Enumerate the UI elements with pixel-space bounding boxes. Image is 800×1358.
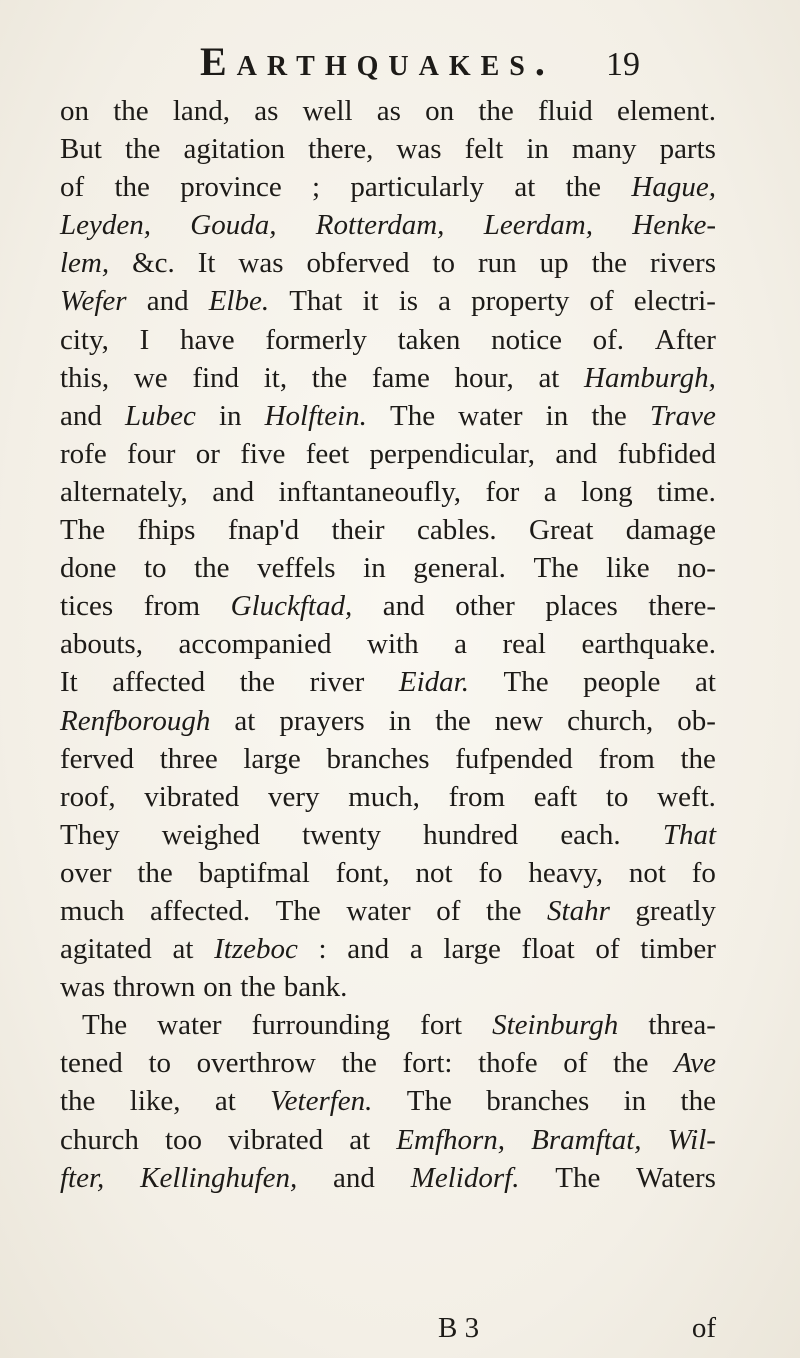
word: from [448, 780, 505, 813]
word: the [125, 133, 161, 166]
word: as [254, 95, 279, 127]
word: the [137, 856, 173, 889]
word: damage [625, 514, 716, 547]
word: like [606, 552, 650, 585]
word: furrounding [251, 1009, 391, 1042]
text-line [60, 663, 716, 701]
text-line [60, 892, 716, 930]
text-line [60, 740, 716, 778]
word: is [398, 285, 419, 318]
word: veffels [257, 552, 336, 585]
word: a [438, 285, 452, 318]
word: overthrow [196, 1047, 316, 1080]
word: of [60, 171, 85, 204]
word: the [240, 971, 276, 1004]
word: Holftein. [264, 399, 367, 432]
word: it [362, 285, 379, 318]
word: Lubec [124, 399, 196, 432]
word: many [572, 133, 637, 166]
word: Emfhorn, [396, 1123, 506, 1156]
word: on [203, 971, 233, 1004]
word: agitation [183, 133, 286, 166]
word: five [240, 437, 286, 470]
word: the [680, 1085, 716, 1118]
word: on [425, 95, 455, 127]
word: Elbe. [208, 285, 270, 318]
word: the [435, 704, 471, 737]
word: greatly [635, 894, 716, 927]
word: Renfborough [60, 704, 211, 737]
text-line [60, 435, 716, 473]
word: to [432, 247, 456, 280]
word: for [485, 475, 520, 508]
word: to [605, 780, 629, 813]
word: fufpended [455, 742, 573, 775]
word: the [591, 247, 627, 280]
word: like, [129, 1085, 181, 1118]
word: and [555, 437, 598, 470]
text-line [60, 321, 716, 359]
word: hour, [454, 361, 514, 394]
text-line [60, 625, 716, 663]
word: Ave [674, 1047, 716, 1080]
word: real [502, 628, 546, 661]
text-line [60, 1006, 716, 1044]
running-head [200, 38, 640, 85]
word: Eidar. [398, 666, 469, 699]
word: run [477, 247, 517, 280]
word: weft. [657, 780, 716, 813]
word: to [143, 552, 167, 585]
word: hundred [423, 818, 519, 851]
word: Bramftat, [531, 1123, 642, 1156]
word: large [443, 933, 501, 966]
text-line [60, 244, 716, 282]
word: other [455, 590, 515, 623]
word: After [654, 323, 716, 356]
word: people [583, 666, 661, 699]
word: fhips [137, 514, 196, 547]
word: the [478, 95, 514, 127]
word: Hamburgh, [584, 361, 716, 394]
word: parts [659, 133, 716, 166]
word: baptifmal [198, 856, 310, 889]
text-line [60, 1159, 716, 1197]
word: Leyden, [60, 209, 151, 242]
word: as [376, 95, 401, 127]
word: fame [371, 361, 430, 394]
word: ; [312, 171, 321, 204]
word: the [239, 666, 276, 699]
word: element. [616, 95, 716, 127]
word: fnap'd [227, 514, 300, 547]
word: Veterfen. [270, 1085, 373, 1118]
word: timber [640, 933, 716, 966]
word: the [680, 742, 716, 775]
word: cables. [416, 514, 497, 547]
text-line [60, 1121, 716, 1159]
word: Henke- [632, 209, 716, 242]
text-line [60, 778, 716, 816]
word: to [148, 1047, 171, 1080]
word: it, [263, 361, 288, 394]
word: They [60, 818, 120, 851]
text-line [60, 968, 716, 1006]
text-line [60, 511, 716, 549]
word: river [309, 666, 365, 699]
text-line [60, 130, 716, 168]
word: at [694, 666, 716, 699]
word: weighed [161, 818, 260, 851]
word: threa- [648, 1009, 716, 1042]
word: of [589, 285, 614, 318]
word: thrown [113, 971, 196, 1004]
word: in [526, 133, 549, 166]
text-line [60, 816, 716, 854]
word: a [409, 933, 423, 966]
word: Gouda, [190, 209, 277, 242]
word: and [333, 1161, 375, 1194]
word: It [60, 666, 78, 699]
word: fo [478, 856, 503, 889]
word: That [289, 285, 343, 318]
text-line [60, 282, 716, 320]
text-line [60, 92, 716, 130]
word: this, [60, 361, 110, 394]
word: heavy, [528, 856, 603, 889]
word: the [311, 361, 348, 394]
word: three [159, 742, 218, 775]
word: fluid [537, 95, 593, 127]
word: places [545, 590, 618, 623]
word: eaft [533, 780, 578, 813]
word: particularly [350, 171, 485, 204]
word: in [218, 399, 242, 432]
word: was [396, 133, 442, 166]
word: and [60, 399, 102, 432]
word: at [514, 171, 536, 204]
word: The [533, 552, 579, 585]
word: fo [691, 856, 716, 889]
word: in [623, 1085, 647, 1118]
word: Rotterdam, [315, 209, 445, 242]
word: property [471, 285, 570, 318]
word: done [60, 552, 117, 585]
word: fubfided [617, 437, 716, 470]
word: the [341, 1047, 377, 1080]
word: water [346, 894, 411, 927]
word: on [60, 95, 89, 127]
word: : [318, 933, 327, 966]
word: twenty [302, 818, 382, 851]
word: The [555, 1161, 601, 1194]
word: notice [491, 323, 562, 356]
word: The [406, 1085, 452, 1118]
word: or [195, 437, 220, 470]
word: a [454, 628, 467, 661]
text-line [60, 473, 716, 511]
word: over [60, 856, 112, 889]
word: four [127, 437, 176, 470]
word: of. [592, 323, 625, 356]
word: Wil- [667, 1123, 716, 1156]
word: much [60, 894, 125, 927]
word: bank. [283, 971, 348, 1004]
word: the [114, 171, 150, 204]
word: But [60, 133, 102, 166]
word: general. [413, 552, 506, 585]
word: a [543, 475, 557, 508]
word: no- [677, 552, 716, 585]
word: there, [308, 133, 374, 166]
text-line [60, 1082, 716, 1120]
word: agitated [60, 933, 152, 966]
text-line [60, 397, 716, 435]
word: The [503, 666, 549, 699]
word: Hague, [631, 171, 716, 204]
word: church [60, 1123, 139, 1156]
word: have [179, 323, 235, 356]
word: city, [60, 323, 109, 356]
word: Wefer [60, 285, 127, 318]
word: find [192, 361, 240, 394]
word: perpendicular, [369, 437, 536, 470]
word: with [367, 628, 419, 661]
word: Steinburgh [492, 1009, 619, 1042]
word: from [143, 590, 201, 623]
word: the [113, 95, 149, 127]
word: at [172, 933, 194, 966]
word: the [613, 1047, 649, 1080]
word: I [139, 323, 150, 356]
word: Great [529, 514, 594, 547]
word: water [157, 1009, 222, 1042]
word: and [382, 590, 425, 623]
page-number: 19 [606, 46, 640, 83]
text-line [60, 854, 716, 892]
word: It [197, 247, 216, 280]
word: vibrated [144, 780, 240, 813]
text-line [60, 206, 716, 244]
word: accompanied [178, 628, 332, 661]
word: affected. [150, 894, 251, 927]
word: abouts, [60, 628, 143, 661]
word: thofe [478, 1047, 538, 1080]
word: lem, [60, 247, 110, 280]
word: at [349, 1123, 371, 1156]
word: roof, [60, 780, 116, 813]
word: long [581, 475, 633, 508]
word: not [415, 856, 453, 889]
word: was [60, 971, 106, 1004]
word: the [486, 894, 522, 927]
word: tices [60, 590, 114, 623]
word: church, [567, 704, 654, 737]
word: electri- [633, 285, 716, 318]
word: there- [648, 590, 716, 623]
text-line [60, 930, 716, 968]
word: The [82, 1009, 128, 1042]
word: Melidorf. [410, 1161, 520, 1194]
word: font, [335, 856, 390, 889]
word: Kellinghufen, [140, 1161, 298, 1194]
word: time. [657, 475, 716, 508]
word: from [598, 742, 655, 775]
word: their [331, 514, 385, 547]
word: feet [305, 437, 350, 470]
word: ferved [60, 742, 135, 775]
word: large [243, 742, 301, 775]
text-line [60, 549, 716, 587]
text-line [60, 1044, 716, 1082]
running-title: Earthquakes. [200, 39, 555, 84]
word: vibrated [228, 1123, 324, 1156]
text-line [60, 168, 716, 206]
word: of [563, 1047, 588, 1080]
text-line [60, 702, 716, 740]
word: in [363, 552, 386, 585]
word: Itzeboc [214, 933, 298, 966]
word: fort: [402, 1047, 453, 1080]
word: we [133, 361, 168, 394]
word: well [302, 95, 353, 127]
word: was [238, 247, 284, 280]
word: land, [172, 95, 231, 127]
word: tened [60, 1047, 123, 1080]
word: The [275, 894, 321, 927]
word: inftantaneoufly, [278, 475, 462, 508]
word: water [458, 399, 523, 432]
word: float [521, 933, 575, 966]
word: Trave [649, 399, 716, 432]
word: and [347, 933, 390, 966]
word: earthquake. [581, 628, 716, 661]
word: rofe [60, 437, 107, 470]
word: The [60, 514, 106, 547]
word: and [146, 285, 189, 318]
word: branches [486, 1085, 590, 1118]
word: at [234, 704, 256, 737]
word: of [595, 933, 620, 966]
word: province [180, 171, 282, 204]
word: too [165, 1123, 203, 1156]
word: in [388, 704, 412, 737]
word: Gluckftad, [230, 590, 353, 623]
word: alternately, [60, 475, 188, 508]
word: fort [420, 1009, 463, 1042]
word: in [545, 399, 569, 432]
word: at [214, 1085, 236, 1118]
word: branches [326, 742, 430, 775]
word: at [538, 361, 560, 394]
word: not [628, 856, 666, 889]
word: fter, [60, 1161, 105, 1194]
word: each. [560, 818, 621, 851]
word: Leerdam, [483, 209, 593, 242]
word: the [565, 171, 602, 204]
word: up [539, 247, 569, 280]
word: the [60, 1085, 96, 1118]
word: affected [112, 666, 206, 699]
word: &c. [132, 247, 175, 280]
word: much, [348, 780, 420, 813]
word: the [591, 399, 627, 432]
signature-mark: B 3 [438, 1312, 480, 1344]
word: Stahr [547, 894, 610, 927]
word: felt [464, 133, 504, 166]
word: rivers [649, 247, 716, 280]
word: the [194, 552, 230, 585]
word: prayers [279, 704, 365, 737]
word: That [662, 818, 716, 851]
catchword: of [691, 1312, 716, 1344]
word: new [494, 704, 544, 737]
word: taken [397, 323, 461, 356]
word: ob- [677, 704, 716, 737]
word: of [436, 894, 461, 927]
word: formerly [265, 323, 367, 356]
word: obferved [306, 247, 410, 280]
text-line [60, 587, 716, 625]
text-line [60, 359, 716, 397]
word: very [268, 780, 320, 813]
word: and [212, 475, 255, 508]
body-text [60, 92, 716, 1197]
word: Waters [636, 1161, 716, 1194]
word: The [389, 399, 436, 432]
